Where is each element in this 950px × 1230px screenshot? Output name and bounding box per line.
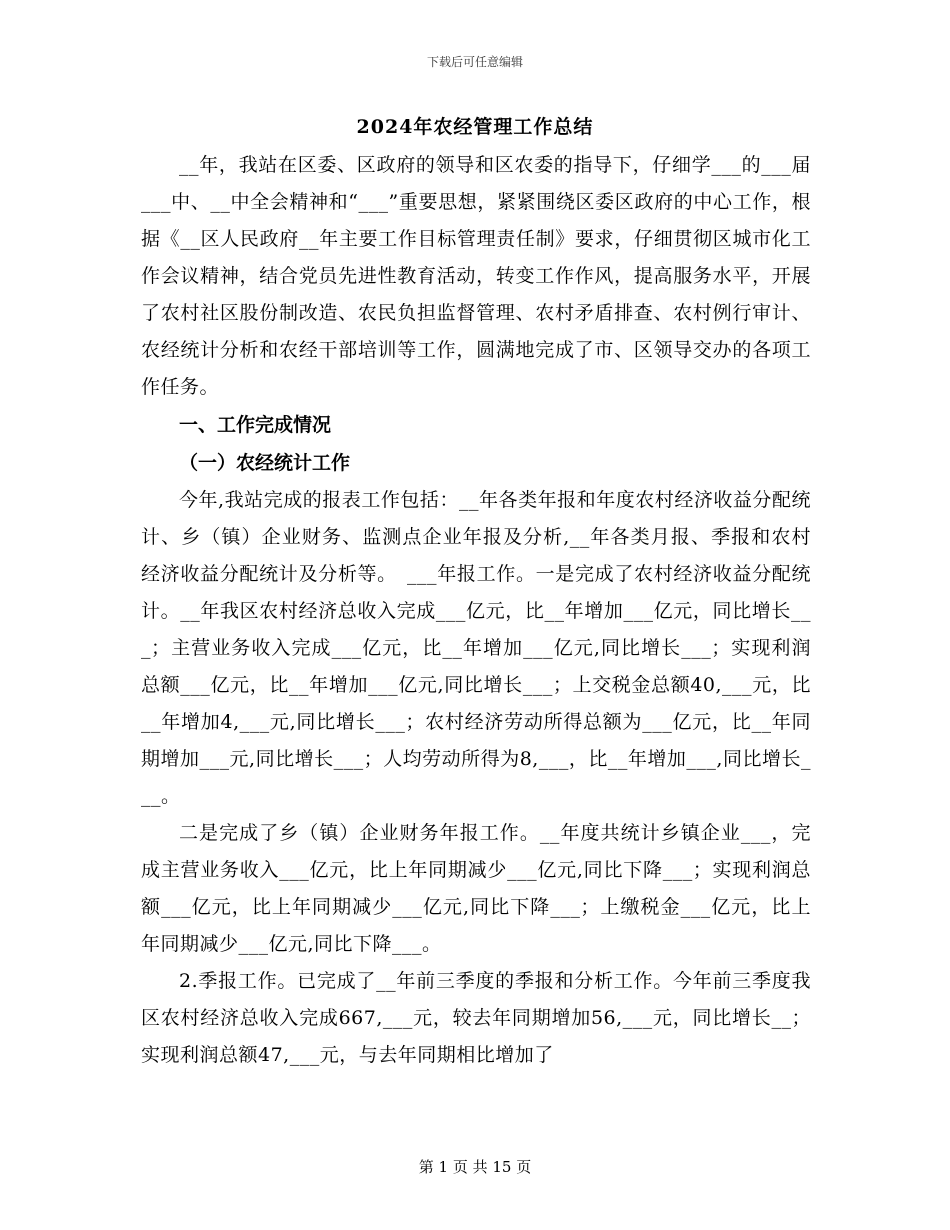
header-note: 下载后可任意编辑 xyxy=(426,55,523,69)
document-title: 2024年农经管理工作总结 xyxy=(356,116,594,138)
page-footer: 第 1 页 共 15 页 xyxy=(418,1158,532,1176)
body-paragraph-annual-report: 今年,我站完成的报表工作包括：__年各类年报和年度农村经济收益分配统计、乡（镇）企业财务、监测点企业年报及分析,__年各类月报、季报和农村经济收益分配统计及分析等。 ___年报工作。一是完成了农村经济收益分配统计。__年我区农村经济总收入完成___亿元，比__年增加___亿元，同比增长___；主营业务收入完成___亿元，比__年增加___亿元,同比增长___；实现利润总额___亿元，比__年增加___亿元,同比增长___；上交税金总额40,___元，比__年增加4,___元,同比增长___；农村经济劳动所得总额为___亿元，比__年同期增加___元,同比增长___；人均劳动所得为8,___，比__年增加___,同比增长___。 xyxy=(141,489,811,807)
intro-paragraph: __年，我站在区委、区政府的领导和区农委的指导下，仔细学___的___届___中、__中全会精神和“___”重要思想，紧紧围绕区委区政府的中心工作，根据《__区人民政府__年主要工作目标管理责任制》要求，仔细贯彻区城市化工作会议精神，结合党员先进性教育活动，转变工作作风，提高服务水平，开展了农村社区股份制改造、农民负担监督管理、农村矛盾排查、农村例行审计、农经统计分析和农经干部培训等工作，圆满地完成了市、区领导交办的各项工作任务。 xyxy=(141,154,811,398)
document-body xyxy=(141,147,811,1074)
section-heading: 一、工作完成情况 xyxy=(179,414,332,436)
subsection-heading: （一）农经统计工作 xyxy=(179,452,351,474)
body-paragraph-enterprise-finance: 二是完成了乡（镇）企业财务年报工作。__年度共统计乡镇企业___，完成主营业务收入___亿元，比上年同期减少___亿元,同比下降___；实现利润总额___亿元，比上年同期减少___亿元,同比下降___；上缴税金___亿元，比上年同期减少___亿元,同比下降___。 xyxy=(141,822,811,955)
body-paragraph-quarterly-report: 2.季报工作。已完成了__年前三季度的季报和分析工作。今年前三季度我区农村经济总收入完成667,___元，较去年同期增加56,___元，同比增长__；实现利润总额47,___元，与去年同期相比增加了 xyxy=(141,970,811,1066)
